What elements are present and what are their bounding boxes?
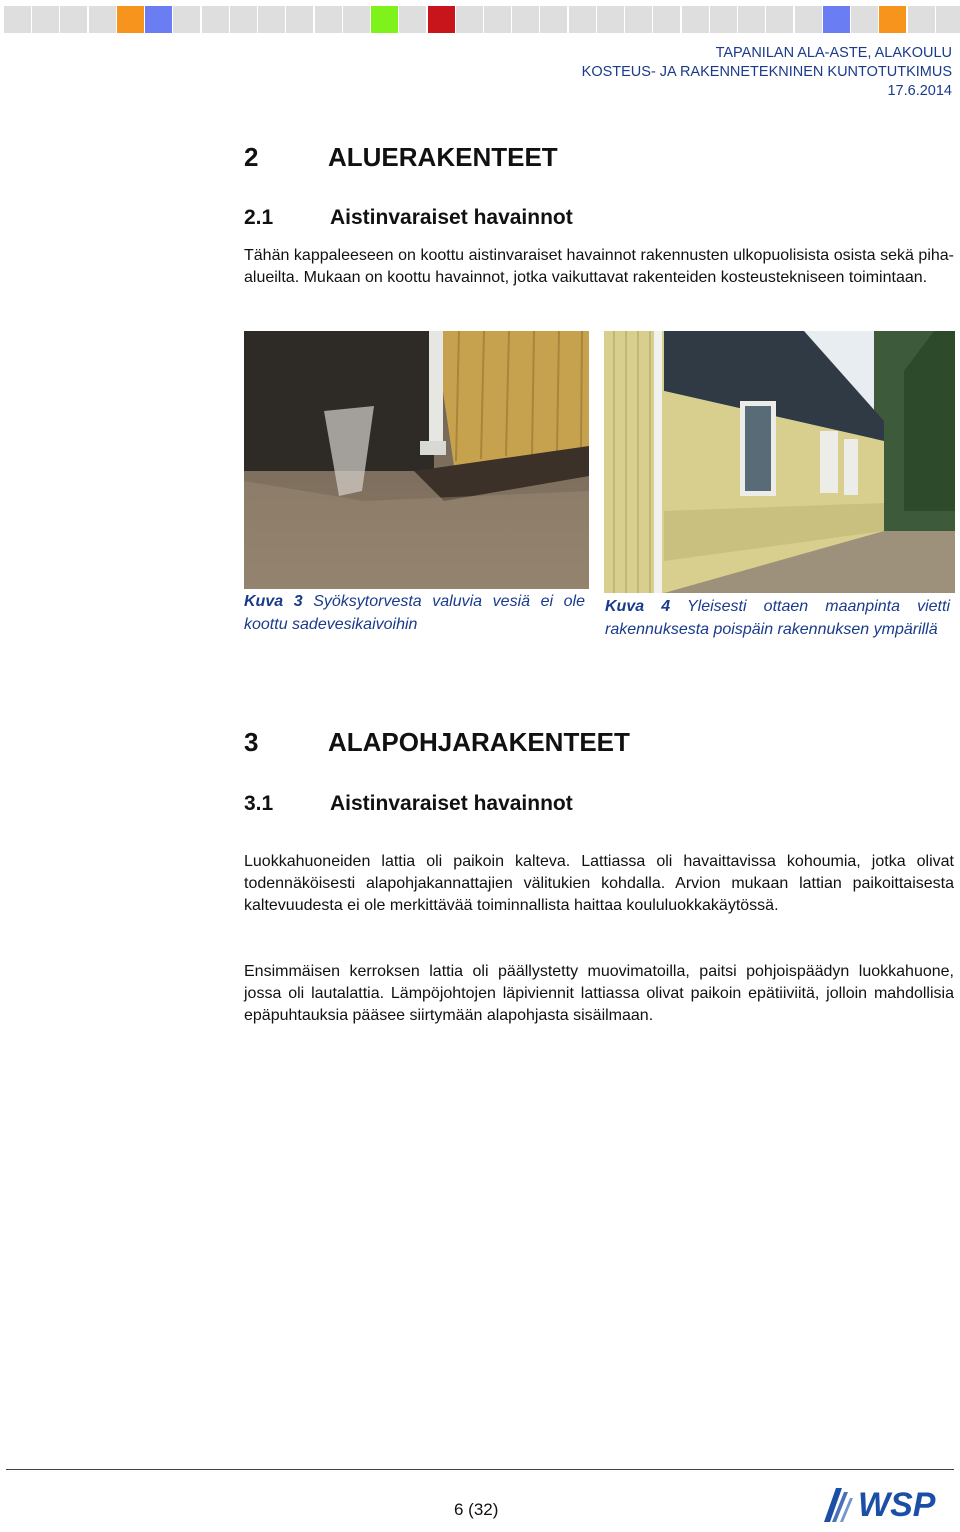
section-heading-3: 3 ALAPOHJARAKENTEET: [244, 727, 630, 757]
color-square: [795, 6, 822, 33]
color-square: [710, 6, 737, 33]
section-3-paragraph-2: Ensimmäisen kerroksen lattia oli päällystetty muovimatoilla, paitsi pohjoispäädyn luokkahuone, jossa oli lautalattia. Lämpöjohtojen läpiviennit lattiassa olivat paikoin epätiiviitä, jolloin mahdollisia epäpuhtauksia pääsee siirtymään alapohjasta sisäilmaan.: [244, 963, 954, 1024]
footer-rule: [6, 1469, 954, 1470]
color-square: [399, 6, 426, 33]
color-square: [936, 6, 960, 33]
building-photo: [604, 331, 955, 593]
document-header: [582, 44, 952, 101]
color-square: [89, 6, 116, 33]
wsp-logo: [822, 1482, 957, 1529]
color-square: [540, 6, 567, 33]
color-square: [230, 6, 257, 33]
color-square: [908, 6, 935, 33]
section-3-paragraph-1: Luokkahuoneiden lattia oli paikoin kalteva. Lattiassa oli havaittavissa kohoumia, jotka olivat todennäköisesti alapohjakannattajien välitukien kohdalla. Arvion mukaan lattian paikoittaisesta kaltevuudesta ei ole merkittävää toiminnallista haittaa koululuokkakäytössä.: [244, 853, 954, 914]
color-square: [371, 6, 398, 33]
color-square: [315, 6, 342, 33]
color-square: [682, 6, 709, 33]
color-square: [484, 6, 511, 33]
color-square: [173, 6, 200, 33]
section-heading-2: 2 ALUERAKENTEET: [244, 142, 558, 172]
color-square: [286, 6, 313, 33]
color-square: [512, 6, 539, 33]
color-square: [117, 6, 144, 33]
color-square: [32, 6, 59, 33]
figure-3-caption: Kuva 3 Syöksytorvesta valuvia vesiä ei ole koottu sadevesikaivoihin: [244, 593, 585, 633]
color-square: [456, 6, 483, 33]
section-2-paragraph: Tähän kappaleeseen on koottu aistinvaraiset havainnot rakennusten ulkopuolisista osista sekä piha-alueilta. Mukaan on koottu havainnot, jotka vaikuttavat rakenteiden kosteustekniseen toimintaan.: [244, 247, 954, 286]
svg-text:WSP: WSP: [858, 1486, 936, 1524]
header-date: 17.6.2014: [887, 83, 952, 99]
header-project: TAPANILAN ALA-ASTE, ALAKOULU: [715, 45, 952, 61]
color-square: [738, 6, 765, 33]
page-number: 6 (32): [454, 1500, 499, 1519]
color-strip: [0, 6, 960, 34]
downspout-photo: [244, 331, 589, 589]
color-square: [851, 6, 878, 33]
color-square: [879, 6, 906, 33]
header-report-title: KOSTEUS- JA RAKENNETEKNINEN KUNTOTUTKIMUS: [581, 64, 952, 80]
color-square: [60, 6, 87, 33]
color-square: [428, 6, 455, 33]
color-square: [766, 6, 793, 33]
color-square: [4, 6, 31, 33]
figure-4-caption: Kuva 4 Yleisesti ottaen maanpinta vietti rakennuksesta poispäin rakennuksen ympärillä: [605, 598, 950, 638]
color-square: [625, 6, 652, 33]
color-square: [202, 6, 229, 33]
subsection-heading-3-1: 3.1 Aistinvaraiset havainnot: [244, 792, 573, 815]
color-square: [343, 6, 370, 33]
color-square: [258, 6, 285, 33]
subsection-heading-2-1: 2.1 Aistinvaraiset havainnot: [244, 206, 573, 229]
color-square: [597, 6, 624, 33]
color-square: [145, 6, 172, 33]
color-square: [569, 6, 596, 33]
color-square: [823, 6, 850, 33]
color-square: [653, 6, 680, 33]
